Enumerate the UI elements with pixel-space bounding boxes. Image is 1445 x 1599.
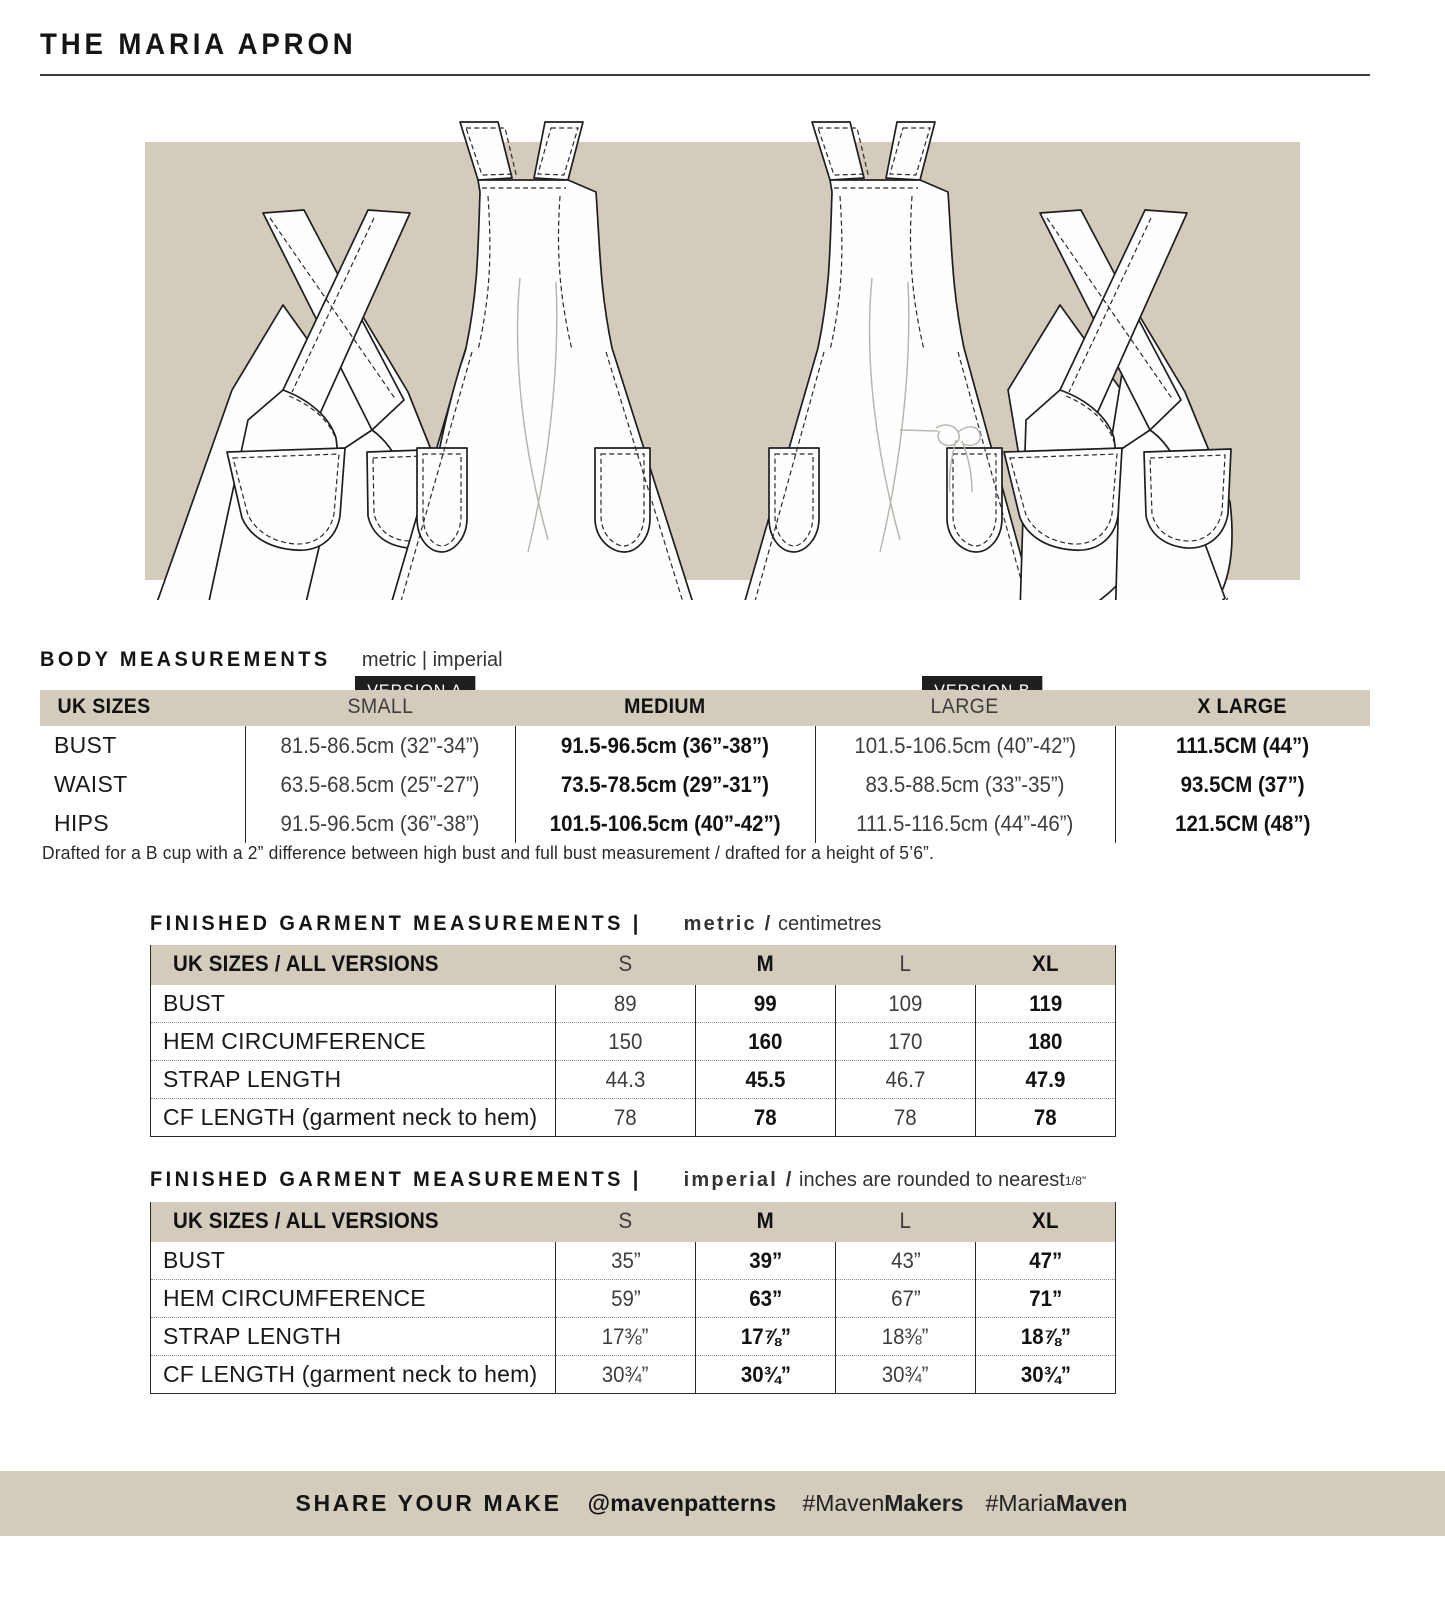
drafting-note: Drafted for a B cup with a 2” difference between high bust and full bust measurement / drafted for a height of 5’6”.: [42, 843, 935, 863]
cell-hem-s: 59”: [556, 1280, 696, 1318]
cell-cf-s: 30¾”: [556, 1356, 696, 1394]
cell-waist-xlarge: 93.5CM (37”): [1115, 765, 1370, 804]
cell-hem-m: 160: [696, 1023, 836, 1061]
cell-hem-l: 67”: [836, 1280, 976, 1318]
cell-cf-m: 30¾”: [696, 1356, 836, 1394]
cell-strap-xl: 47.9: [976, 1061, 1116, 1099]
finished-metric-table: [150, 945, 1116, 1137]
column-header-m: M: [696, 1202, 836, 1242]
cell-bust-m: 99: [696, 985, 836, 1023]
row-label-hips: HIPS: [40, 804, 245, 843]
cell-hem-xl: 71”: [976, 1280, 1116, 1318]
cell-waist-small: 63.5-68.5cm (25”-27”): [245, 765, 515, 804]
body-measurements-heading: [40, 648, 503, 672]
cell-bust-medium: 91.5-96.5cm (36”-38”): [515, 726, 815, 765]
cell-hips-xlarge: 121.5CM (48”): [1115, 804, 1370, 843]
column-header-l: L: [836, 945, 976, 985]
cell-bust-xlarge: 111.5CM (44”): [1115, 726, 1370, 765]
cell-hem-xl: 180: [976, 1023, 1116, 1061]
finished-metric-heading: [150, 912, 881, 936]
row-label-strap-length: STRAP LENGTH: [151, 1061, 556, 1099]
cell-bust-small: 81.5-86.5cm (32”-34”): [245, 726, 515, 765]
column-header-s: S: [556, 1202, 696, 1242]
cell-cf-l: 30¾”: [836, 1356, 976, 1394]
row-label-strap-length: STRAP LENGTH: [151, 1318, 556, 1356]
cell-hem-m: 63”: [696, 1280, 836, 1318]
cell-cf-s: 78: [556, 1099, 696, 1137]
finished-metric-unit-bold: metric /: [683, 913, 773, 935]
cell-bust-large: 101.5-106.5cm (40”-42”): [815, 726, 1115, 765]
cell-waist-medium: 73.5-78.5cm (29”-31”): [515, 765, 815, 804]
cell-bust-xl: 119: [976, 985, 1116, 1023]
share-your-make-footer: [0, 1471, 1445, 1536]
cell-strap-s: 17⅜”: [556, 1318, 696, 1356]
cell-strap-m: 45.5: [696, 1061, 836, 1099]
table-header-row: [151, 1202, 1116, 1242]
table-row: [151, 1061, 1116, 1099]
column-header-uk-sizes: UK SIZES / ALL VERSIONS: [151, 945, 556, 985]
column-header-xlarge: X LARGE: [1115, 690, 1370, 726]
cell-bust-l: 43”: [836, 1242, 976, 1280]
row-label-hem-circumference: HEM CIRCUMFERENCE: [151, 1023, 556, 1061]
finished-imperial-heading: [150, 1168, 1086, 1192]
cell-strap-m: 17⅞”: [696, 1318, 836, 1356]
share-label: SHARE YOUR MAKE: [295, 1490, 562, 1516]
finished-metric-title: FINISHED GARMENT MEASUREMENTS |: [150, 912, 642, 935]
table-header-row: [40, 690, 1370, 726]
cell-bust-l: 109: [836, 985, 976, 1023]
table-row: [151, 1242, 1116, 1280]
cell-bust-s: 89: [556, 985, 696, 1023]
column-header-s: S: [556, 945, 696, 985]
row-label-bust: BUST: [151, 1242, 556, 1280]
finished-imperial-table: [150, 1202, 1116, 1394]
table-row: [151, 1356, 1116, 1394]
finished-imperial-unit-rest: inches are rounded to nearest: [799, 1169, 1065, 1191]
technical-flats-illustration: [0, 100, 1445, 600]
table-row: [40, 765, 1370, 804]
table-row: [151, 1099, 1116, 1137]
cell-hips-large: 111.5-116.5cm (44”-46”): [815, 804, 1115, 843]
row-label-waist: WAIST: [40, 765, 245, 804]
cell-bust-xl: 47”: [976, 1242, 1116, 1280]
column-header-m: M: [696, 945, 836, 985]
cell-strap-s: 44.3: [556, 1061, 696, 1099]
column-header-large: LARGE: [815, 690, 1115, 726]
finished-imperial-title: FINISHED GARMENT MEASUREMENTS |: [150, 1168, 642, 1191]
cell-strap-l: 46.7: [836, 1061, 976, 1099]
row-label-cf-length: CF LENGTH (garment neck to hem): [151, 1099, 556, 1137]
cell-hem-s: 150: [556, 1023, 696, 1061]
cell-hips-medium: 101.5-106.5cm (40”-42”): [515, 804, 815, 843]
column-header-l: L: [836, 1202, 976, 1242]
table-row: [151, 1318, 1116, 1356]
cell-hem-l: 170: [836, 1023, 976, 1061]
body-measurements-title: BODY MEASUREMENTS: [40, 648, 331, 671]
row-label-bust: BUST: [40, 726, 245, 765]
title-block: [40, 28, 1370, 76]
cell-waist-large: 83.5-88.5cm (33”-35”): [815, 765, 1115, 804]
table-header-row: [151, 945, 1116, 985]
table-row: [151, 1023, 1116, 1061]
cell-cf-xl: 78: [976, 1099, 1116, 1137]
finished-imperial-unit-bold: imperial /: [683, 1169, 794, 1191]
hashtag-maria-maven: #MariaMaven: [985, 1490, 1128, 1516]
row-label-cf-length: CF LENGTH (garment neck to hem): [151, 1356, 556, 1394]
column-header-small: SMALL: [245, 690, 515, 726]
column-header-xl: XL: [976, 945, 1116, 985]
cell-cf-l: 78: [836, 1099, 976, 1137]
cell-bust-m: 39”: [696, 1242, 836, 1280]
cell-cf-xl: 30¾”: [976, 1356, 1116, 1394]
finished-imperial-unit-fraction: 1/8”: [1064, 1173, 1087, 1188]
finished-metric-unit: [684, 913, 882, 936]
body-measurements-table: [40, 690, 1370, 843]
hashtag-maven-makers: #MavenMakers: [802, 1490, 964, 1516]
column-header-uk-sizes: UK SIZES / ALL VERSIONS: [151, 1202, 556, 1242]
row-label-bust: BUST: [151, 985, 556, 1023]
cell-strap-xl: 18⅞”: [976, 1318, 1116, 1356]
cell-cf-m: 78: [696, 1099, 836, 1137]
body-measurements-subtitle: metric | imperial: [361, 649, 503, 671]
table-row: [40, 726, 1370, 765]
table-row: [151, 985, 1116, 1023]
cell-strap-l: 18⅜”: [836, 1318, 976, 1356]
instagram-handle: @mavenpatterns: [587, 1490, 777, 1516]
column-header-uk-sizes: UK SIZES: [40, 690, 245, 726]
cell-hips-small: 91.5-96.5cm (36”-38”): [245, 804, 515, 843]
page-title: THE MARIA APRON: [40, 28, 357, 61]
table-row: [40, 804, 1370, 843]
finished-metric-unit-rest: centimetres: [777, 913, 882, 935]
row-label-hem-circumference: HEM CIRCUMFERENCE: [151, 1280, 556, 1318]
table-row: [151, 1280, 1116, 1318]
cell-bust-s: 35”: [556, 1242, 696, 1280]
column-header-xl: XL: [976, 1202, 1116, 1242]
title-divider: [40, 74, 1370, 76]
finished-imperial-unit: [684, 1169, 1086, 1192]
column-header-medium: MEDIUM: [515, 690, 815, 726]
